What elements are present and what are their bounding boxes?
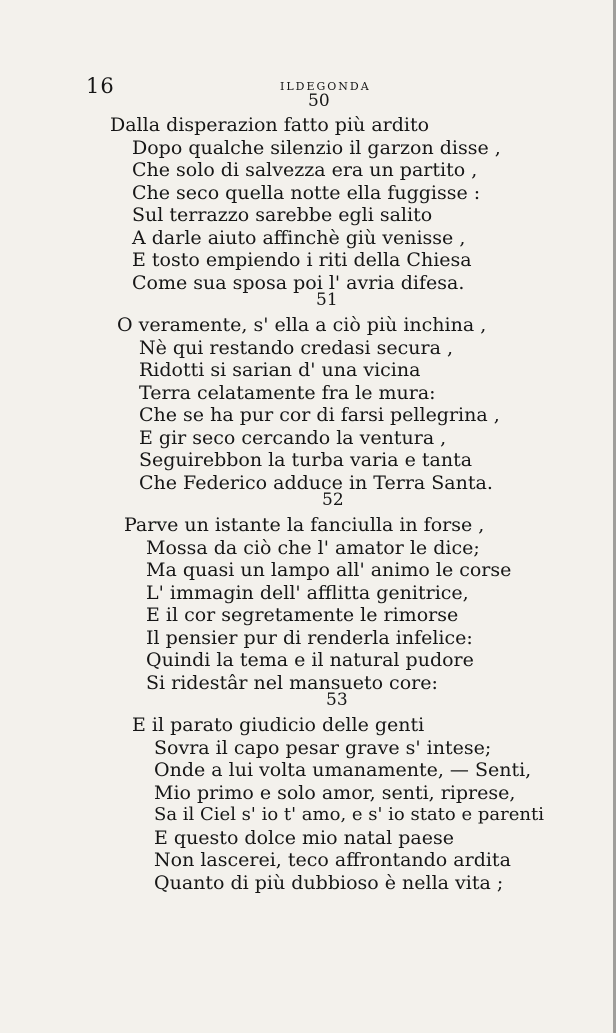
verse-line: Che solo di salvezza era un partito , [132, 159, 478, 181]
stanza-50 [110, 114, 616, 294]
verse-line: Ridotti si sarian d' una vicina [139, 359, 421, 381]
verse-line: Mossa da ciò che l' amator le dice; [146, 536, 480, 559]
verse-line: E gir seco cercando la ventura , [139, 426, 447, 449]
verse-line: L' immagin dell' afflitta genitrice, [146, 581, 469, 604]
verse-line: Si ridestâr nel mansueto core: [146, 671, 438, 694]
verse-line: A darle aiuto affinchè giù venisse , [132, 226, 466, 249]
verse-line: E il parato giudicio delle genti [132, 714, 425, 736]
verse-line: Parve un istante la fanciulla in forse , [124, 514, 485, 536]
stanza-number: 52 [322, 490, 344, 510]
running-title: ILDEGONDA [280, 80, 371, 93]
verse-line: Il pensier pur di renderla infelice: [146, 626, 473, 649]
verse-line: Che se ha pur cor di farsi pellegrina , [139, 404, 500, 426]
stanza-number: 51 [316, 290, 338, 310]
verse-line: Onde a lui volta umanamente, — Senti, [154, 759, 532, 781]
verse-line: Mio primo e solo amor, senti, riprese, [154, 781, 516, 804]
verse-line: Sovra il capo pesar grave s' intese; [154, 736, 492, 759]
verse-line: E questo dolce mio natal paese [154, 826, 454, 849]
verse-line: Quindi la tema e il natural pudore [146, 649, 474, 671]
verse-line: Quanto di più dubbioso è nella vita ; [154, 871, 504, 894]
verse-line: Dalla disperazion fatto più ardito [110, 114, 430, 136]
verse-line: E il cor segretamente le rimorse [146, 604, 459, 626]
verse-line: Seguirebbon la turba varia e tanta [139, 449, 473, 471]
stanza-number: 53 [326, 690, 348, 710]
verse-line: Che seco quella notte ella fuggisse : [132, 181, 481, 204]
verse-line: Terra celatamente fra le mura: [139, 381, 436, 404]
page-number: 16 [86, 74, 115, 98]
verse-line: E tosto empiendo i riti della Chiesa [132, 249, 472, 271]
stanza-51 [117, 314, 616, 494]
stanza-number: 50 [308, 91, 330, 111]
verse-line: Sa il Ciel s' io t' amo, e s' io stato e parenti [154, 804, 544, 825]
stanza-53 [132, 714, 616, 894]
verse-line: Dopo qualche silenzio il garzon disse , [132, 136, 501, 159]
stanza-52 [124, 514, 616, 694]
verse-line: Che Federico adduce in Terra Santa. [139, 471, 493, 494]
verse-line: Come sua sposa poi l' avria difesa. [132, 271, 465, 294]
verse-line: O veramente, s' ella a ciò più inchina , [117, 314, 487, 336]
verse-line: Ma quasi un lampo all' animo le corse [146, 559, 512, 581]
verse-line: Sul terrazzo sarebbe egli salito [132, 204, 433, 226]
verse-line: Non lascerei, teco affrontando ardita [154, 849, 511, 871]
verse-line: Nè qui restando credasi secura , [139, 336, 454, 359]
